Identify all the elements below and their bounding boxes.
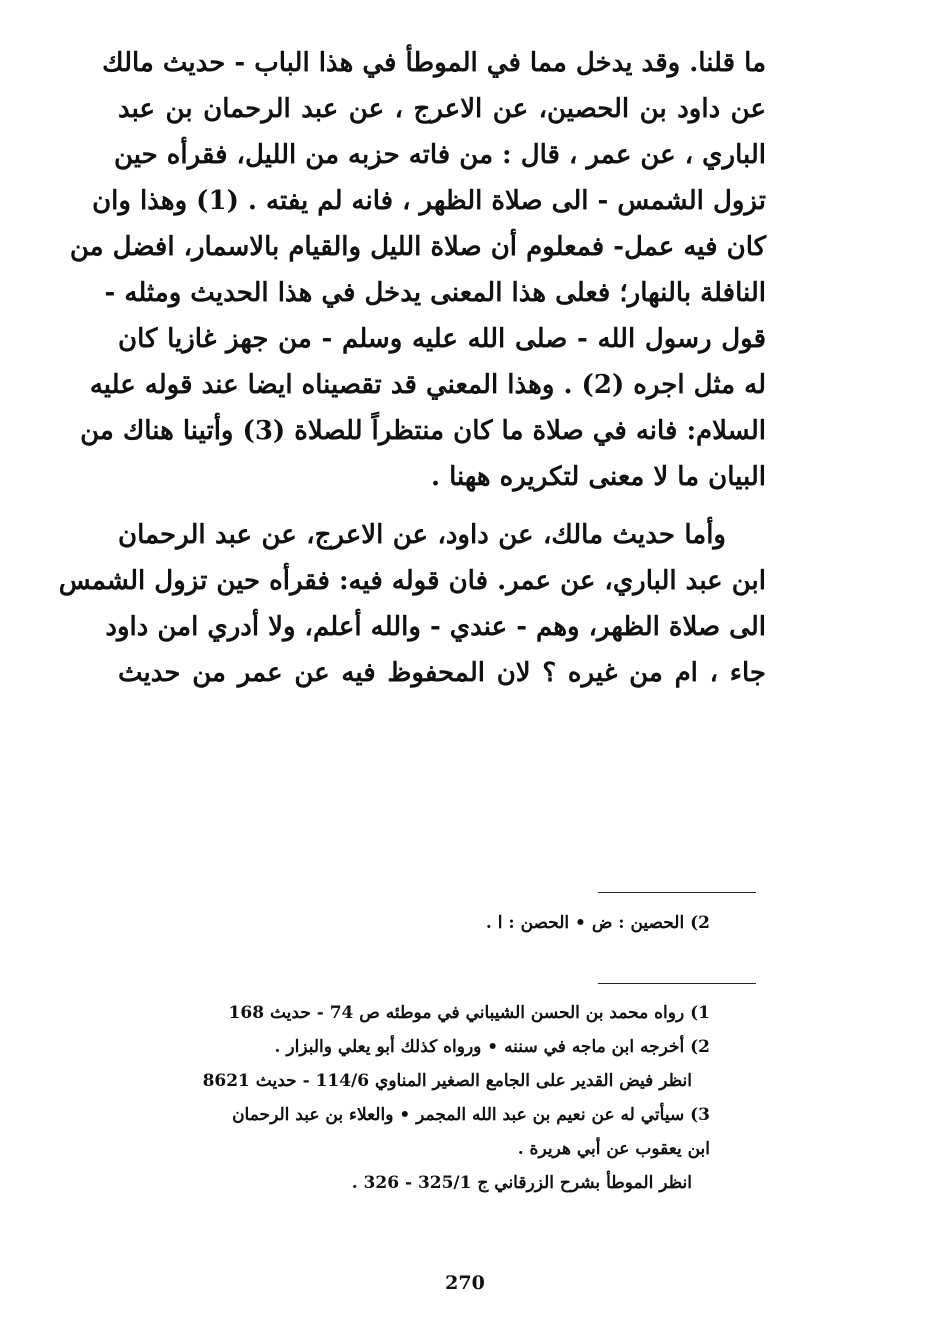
text-line: ما قلنا. وقد يدخل مما في الموطأ في هذا الباب - حديث مالك	[102, 48, 766, 78]
paragraph-gap	[118, 500, 766, 512]
text-line: الى صلاة الظهر، وهم - عندي - والله أعلم، ولا أدري امن داود	[105, 612, 766, 642]
main-text	[58, 40, 766, 696]
text-line: عن داود بن الحصين، عن الاعرج ، عن عبد الرحمان بن عبد	[118, 94, 766, 124]
text-line: تزول الشمس - الى صلاة الظهر ، فانه لم يفته . (1) وهذا وان	[92, 186, 766, 216]
footnote-line: 2) أخرجه ابن ماجه في سننه • ورواه كذلك أبو يعلي والبزار .	[274, 1037, 710, 1057]
footnote-line: 1) رواه محمد بن الحسن الشيباني في موطئه ص 74 - حديث 168	[228, 1003, 710, 1023]
text-line: الباري ، عن عمر ، قال : من فاته حزبه من الليل، فقرأه حين	[113, 140, 766, 170]
footnote-line: ابن يعقوب عن أبي هريرة .	[517, 1139, 710, 1159]
text-line: البيان ما لا معنى لتكريره ههنا .	[430, 462, 766, 492]
variant-note-line: 2) الحصين : ض • الحصن : ا .	[485, 913, 710, 933]
text-line: النافلة بالنهار؛ فعلى هذا المعنى يدخل في هذا الحديث ومثله -	[104, 278, 766, 308]
text-line: كان فيه عمل- فمعلوم أن صلاة الليل والقيام بالاسمار، افضل من	[69, 232, 766, 262]
footnote-line: انظر الموطأ بشرح الزرقاني ج 325/1 - 326 .	[351, 1173, 692, 1193]
text-line: له مثل اجره (2) . وهذا المعني قد تقصيناه ايضا عند قوله عليه	[89, 370, 766, 400]
footnote-line: 3) سيأتي له عن نعيم بن عبد الله المجمر • والعلاء بن عبد الرحمان	[232, 1105, 710, 1125]
variant-note-rule	[598, 892, 756, 893]
text-line: جاء ، ام من غيره ؟ لان المحفوظ فيه عن عمر من حديث	[118, 658, 766, 688]
variant-note	[300, 906, 710, 940]
text-line: ابن عبد الباري، عن عمر. فان قوله فيه: فقرأه حين تزول الشمس	[58, 566, 766, 596]
text-line: قول رسول الله - صلى الله عليه وسلم - من جهز غازيا كان	[118, 324, 766, 354]
footnote-line: انظر فيض القدير على الجامع الصغير المناوي 114/6 - حديث 8621	[202, 1071, 692, 1091]
footnote-rule	[598, 983, 756, 984]
text-line: السلام: فانه في صلاة ما كان منتظراً للصلاة (3) وأتينا هناك من	[80, 416, 766, 446]
text-line: وأما حديث مالك، عن داود، عن الاعرج، عن عبد الرحمان	[118, 520, 726, 550]
page-number: 270	[445, 1272, 485, 1294]
footnotes	[110, 996, 710, 1200]
